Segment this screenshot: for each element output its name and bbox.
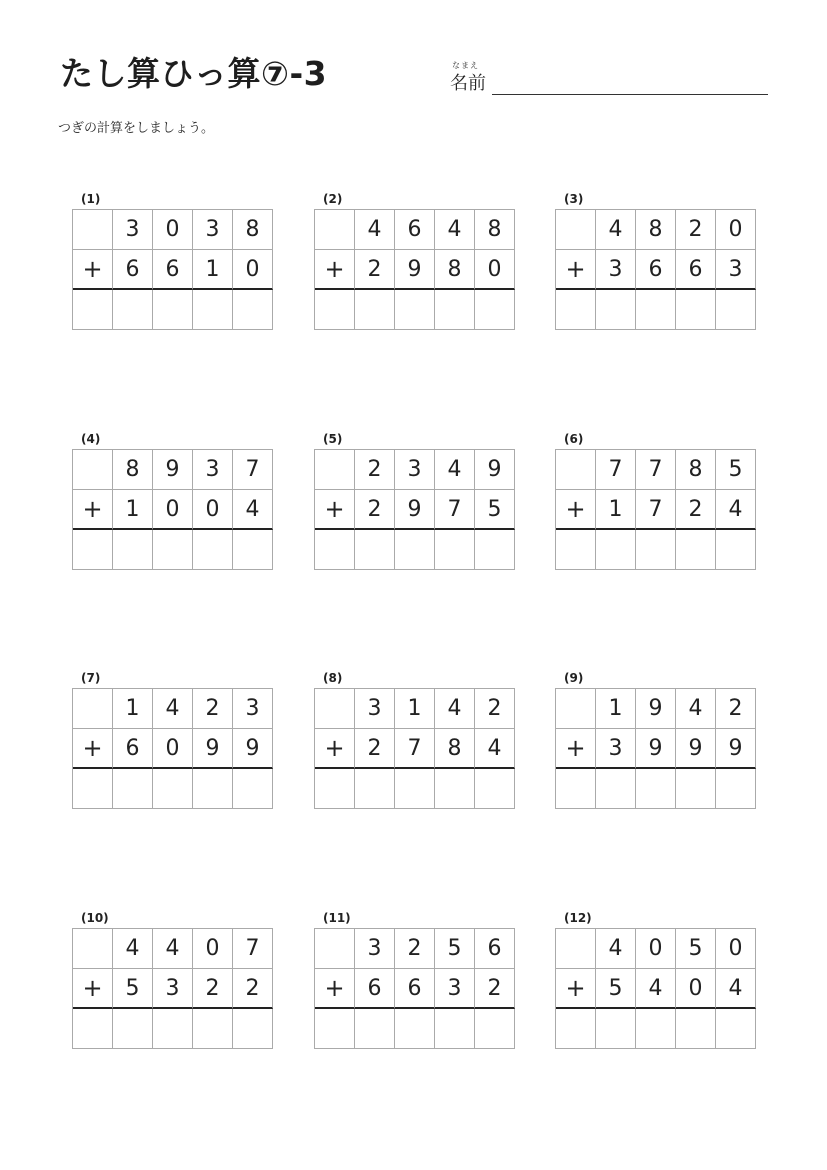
addend-bottom-digit: 1 xyxy=(596,490,636,530)
problem-number: (2) xyxy=(323,192,343,206)
addend-top-digit: 6 xyxy=(395,210,435,250)
plus-operator: + xyxy=(73,969,113,1009)
addend-top-digit: 5 xyxy=(676,929,716,969)
addend-bottom-digit: 2 xyxy=(355,490,395,530)
calculation-grid xyxy=(555,449,756,570)
addend-top-digit: 4 xyxy=(596,929,636,969)
problem-number: (10) xyxy=(81,911,109,925)
problem-12 xyxy=(555,911,756,1049)
problem-10 xyxy=(72,911,273,1049)
addend-top-digit: 3 xyxy=(193,450,233,490)
plus-operator: + xyxy=(556,250,596,290)
addend-top-digit: 2 xyxy=(676,210,716,250)
calculation-grid xyxy=(314,688,515,809)
problem-7 xyxy=(72,671,273,809)
blank-cell xyxy=(73,689,113,729)
answer-cell[interactable] xyxy=(113,769,153,809)
problem-9 xyxy=(555,671,756,809)
answer-cell[interactable] xyxy=(475,769,515,809)
answer-cell[interactable] xyxy=(676,769,716,809)
answer-cell[interactable] xyxy=(596,290,636,330)
answer-cell[interactable] xyxy=(435,290,475,330)
addend-top-digit: 4 xyxy=(435,450,475,490)
blank-cell xyxy=(556,450,596,490)
answer-cell[interactable] xyxy=(636,290,676,330)
addend-bottom-digit: 0 xyxy=(475,250,515,290)
addend-bottom-digit: 0 xyxy=(676,969,716,1009)
answer-cell[interactable] xyxy=(475,290,515,330)
addend-top-digit: 0 xyxy=(153,210,193,250)
answer-cell[interactable] xyxy=(556,769,596,809)
calculation-grid xyxy=(72,449,273,570)
instruction-text: つぎの計算をしましょう。 xyxy=(58,121,215,136)
addend-bottom-digit: 6 xyxy=(395,969,435,1009)
problem-5 xyxy=(314,432,515,570)
addend-top-digit: 2 xyxy=(395,929,435,969)
problem-6 xyxy=(555,432,756,570)
addend-top-digit: 2 xyxy=(193,689,233,729)
problem-number: (6) xyxy=(564,432,584,446)
addend-bottom-digit: 6 xyxy=(113,729,153,769)
addend-top-digit: 0 xyxy=(636,929,676,969)
answer-cell[interactable] xyxy=(395,1009,435,1049)
addend-bottom-digit: 2 xyxy=(676,490,716,530)
addend-top-digit: 2 xyxy=(475,689,515,729)
addend-bottom-digit: 9 xyxy=(395,250,435,290)
addend-top-digit: 4 xyxy=(676,689,716,729)
addend-top-digit: 4 xyxy=(355,210,395,250)
addend-bottom-digit: 0 xyxy=(193,490,233,530)
addend-top-digit: 4 xyxy=(113,929,153,969)
answer-cell[interactable] xyxy=(73,769,113,809)
blank-cell xyxy=(556,689,596,729)
addend-top-digit: 3 xyxy=(355,689,395,729)
blank-cell xyxy=(315,689,355,729)
addend-top-digit: 7 xyxy=(636,450,676,490)
calculation-grid xyxy=(314,209,515,330)
answer-cell[interactable] xyxy=(716,290,756,330)
addend-bottom-digit: 6 xyxy=(113,250,153,290)
problem-2 xyxy=(314,192,515,330)
problem-number: (3) xyxy=(564,192,584,206)
addend-top-digit: 6 xyxy=(475,929,515,969)
answer-cell[interactable] xyxy=(73,530,113,570)
plus-operator: + xyxy=(315,729,355,769)
blank-cell xyxy=(315,929,355,969)
answer-cell[interactable] xyxy=(355,530,395,570)
answer-cell[interactable] xyxy=(153,769,193,809)
addend-top-digit: 4 xyxy=(596,210,636,250)
addend-top-digit: 1 xyxy=(596,689,636,729)
addend-bottom-digit: 1 xyxy=(193,250,233,290)
addend-top-digit: 0 xyxy=(716,929,756,969)
answer-cell[interactable] xyxy=(676,1009,716,1049)
name-label: 名前 xyxy=(450,73,486,94)
addend-top-digit: 9 xyxy=(636,689,676,729)
problem-number: (11) xyxy=(323,911,351,925)
worksheet-title: たし算ひっ算⑦-3 xyxy=(60,54,328,93)
addend-top-digit: 9 xyxy=(153,450,193,490)
addend-bottom-digit: 5 xyxy=(596,969,636,1009)
addend-bottom-digit: 7 xyxy=(636,490,676,530)
addend-bottom-digit: 9 xyxy=(676,729,716,769)
problem-11 xyxy=(314,911,515,1049)
addend-top-digit: 8 xyxy=(636,210,676,250)
addend-top-digit: 7 xyxy=(233,929,273,969)
answer-cell[interactable] xyxy=(556,1009,596,1049)
answer-cell[interactable] xyxy=(193,1009,233,1049)
answer-cell[interactable] xyxy=(193,290,233,330)
addend-bottom-digit: 3 xyxy=(153,969,193,1009)
answer-cell[interactable] xyxy=(315,1009,355,1049)
plus-operator: + xyxy=(556,969,596,1009)
name-ruby: なまえ xyxy=(452,61,479,70)
answer-cell[interactable] xyxy=(315,769,355,809)
addend-top-digit: 3 xyxy=(355,929,395,969)
answer-cell[interactable] xyxy=(153,290,193,330)
plus-operator: + xyxy=(556,729,596,769)
blank-cell xyxy=(556,929,596,969)
calculation-grid xyxy=(314,449,515,570)
problem-number: (8) xyxy=(323,671,343,685)
answer-cell[interactable] xyxy=(475,530,515,570)
addend-top-digit: 5 xyxy=(716,450,756,490)
blank-cell xyxy=(556,210,596,250)
answer-cell[interactable] xyxy=(636,769,676,809)
answer-cell[interactable] xyxy=(113,290,153,330)
answer-cell[interactable] xyxy=(233,1009,273,1049)
answer-cell[interactable] xyxy=(596,769,636,809)
addend-top-digit: 2 xyxy=(355,450,395,490)
problem-number: (9) xyxy=(564,671,584,685)
addend-bottom-digit: 3 xyxy=(596,250,636,290)
addend-bottom-digit: 3 xyxy=(596,729,636,769)
answer-cell[interactable] xyxy=(113,530,153,570)
blank-cell xyxy=(73,210,113,250)
addend-bottom-digit: 7 xyxy=(435,490,475,530)
answer-cell[interactable] xyxy=(233,769,273,809)
problem-8 xyxy=(314,671,515,809)
addend-top-digit: 5 xyxy=(435,929,475,969)
addend-bottom-digit: 2 xyxy=(193,969,233,1009)
plus-operator: + xyxy=(315,969,355,1009)
addend-top-digit: 2 xyxy=(716,689,756,729)
problem-number: (5) xyxy=(323,432,343,446)
answer-cell[interactable] xyxy=(556,530,596,570)
answer-cell[interactable] xyxy=(193,530,233,570)
calculation-grid xyxy=(72,688,273,809)
answer-cell[interactable] xyxy=(716,1009,756,1049)
addend-top-digit: 3 xyxy=(395,450,435,490)
addend-top-digit: 7 xyxy=(596,450,636,490)
addend-bottom-digit: 9 xyxy=(233,729,273,769)
addend-top-digit: 8 xyxy=(233,210,273,250)
calculation-grid xyxy=(314,928,515,1049)
addend-top-digit: 4 xyxy=(153,689,193,729)
addend-bottom-digit: 6 xyxy=(355,969,395,1009)
addend-bottom-digit: 7 xyxy=(395,729,435,769)
addend-bottom-digit: 6 xyxy=(153,250,193,290)
addend-bottom-digit: 9 xyxy=(193,729,233,769)
problem-1 xyxy=(72,192,273,330)
addend-bottom-digit: 2 xyxy=(233,969,273,1009)
plus-operator: + xyxy=(73,250,113,290)
addend-top-digit: 1 xyxy=(113,689,153,729)
addend-bottom-digit: 3 xyxy=(716,250,756,290)
answer-cell[interactable] xyxy=(636,530,676,570)
answer-cell[interactable] xyxy=(716,769,756,809)
answer-cell[interactable] xyxy=(596,530,636,570)
answer-cell[interactable] xyxy=(73,290,113,330)
plus-operator: + xyxy=(73,490,113,530)
addend-top-digit: 8 xyxy=(475,210,515,250)
answer-cell[interactable] xyxy=(435,1009,475,1049)
addend-top-digit: 7 xyxy=(233,450,273,490)
answer-cell[interactable] xyxy=(676,530,716,570)
addend-bottom-digit: 5 xyxy=(475,490,515,530)
addend-bottom-digit: 4 xyxy=(716,969,756,1009)
answer-cell[interactable] xyxy=(73,1009,113,1049)
addend-top-digit: 1 xyxy=(395,689,435,729)
answer-cell[interactable] xyxy=(355,769,395,809)
addend-bottom-digit: 9 xyxy=(395,490,435,530)
answer-cell[interactable] xyxy=(636,1009,676,1049)
answer-cell[interactable] xyxy=(233,530,273,570)
addend-top-digit: 4 xyxy=(435,210,475,250)
blank-cell xyxy=(315,450,355,490)
addend-bottom-digit: 6 xyxy=(676,250,716,290)
blank-cell xyxy=(73,929,113,969)
addend-top-digit: 9 xyxy=(475,450,515,490)
name-input-line[interactable] xyxy=(492,94,768,95)
answer-cell[interactable] xyxy=(153,530,193,570)
addend-top-digit: 8 xyxy=(676,450,716,490)
addend-bottom-digit: 2 xyxy=(355,250,395,290)
addend-top-digit: 0 xyxy=(193,929,233,969)
answer-cell[interactable] xyxy=(113,1009,153,1049)
addend-bottom-digit: 3 xyxy=(435,969,475,1009)
addend-bottom-digit: 0 xyxy=(153,729,193,769)
calculation-grid xyxy=(555,688,756,809)
addend-bottom-digit: 2 xyxy=(475,969,515,1009)
addend-top-digit: 4 xyxy=(153,929,193,969)
answer-cell[interactable] xyxy=(676,290,716,330)
addend-top-digit: 3 xyxy=(233,689,273,729)
plus-operator: + xyxy=(315,490,355,530)
blank-cell xyxy=(315,210,355,250)
addend-bottom-digit: 2 xyxy=(355,729,395,769)
answer-cell[interactable] xyxy=(435,769,475,809)
answer-cell[interactable] xyxy=(355,1009,395,1049)
addend-top-digit: 4 xyxy=(435,689,475,729)
problem-4 xyxy=(72,432,273,570)
answer-cell[interactable] xyxy=(153,1009,193,1049)
answer-cell[interactable] xyxy=(395,290,435,330)
answer-cell[interactable] xyxy=(355,290,395,330)
answer-cell[interactable] xyxy=(716,530,756,570)
answer-cell[interactable] xyxy=(475,1009,515,1049)
addend-bottom-digit: 9 xyxy=(636,729,676,769)
addend-top-digit: 0 xyxy=(716,210,756,250)
addend-bottom-digit: 4 xyxy=(636,969,676,1009)
calculation-grid xyxy=(555,209,756,330)
addend-top-digit: 8 xyxy=(113,450,153,490)
addend-bottom-digit: 8 xyxy=(435,250,475,290)
answer-cell[interactable] xyxy=(395,530,435,570)
calculation-grid xyxy=(72,209,273,330)
answer-cell[interactable] xyxy=(315,530,355,570)
problem-number: (4) xyxy=(81,432,101,446)
answer-cell[interactable] xyxy=(395,769,435,809)
addend-bottom-digit: 8 xyxy=(435,729,475,769)
addend-bottom-digit: 5 xyxy=(113,969,153,1009)
plus-operator: + xyxy=(73,729,113,769)
addend-bottom-digit: 1 xyxy=(113,490,153,530)
problem-number: (12) xyxy=(564,911,592,925)
answer-cell[interactable] xyxy=(233,290,273,330)
answer-cell[interactable] xyxy=(315,290,355,330)
addend-bottom-digit: 0 xyxy=(153,490,193,530)
problem-number: (1) xyxy=(81,192,101,206)
addend-top-digit: 3 xyxy=(193,210,233,250)
addend-bottom-digit: 6 xyxy=(636,250,676,290)
addend-bottom-digit: 4 xyxy=(716,490,756,530)
addend-bottom-digit: 0 xyxy=(233,250,273,290)
calculation-grid xyxy=(555,928,756,1049)
plus-operator: + xyxy=(315,250,355,290)
blank-cell xyxy=(73,450,113,490)
problem-number: (7) xyxy=(81,671,101,685)
problem-3 xyxy=(555,192,756,330)
calculation-grid xyxy=(72,928,273,1049)
addend-bottom-digit: 4 xyxy=(475,729,515,769)
addend-bottom-digit: 9 xyxy=(716,729,756,769)
answer-cell[interactable] xyxy=(435,530,475,570)
plus-operator: + xyxy=(556,490,596,530)
answer-cell[interactable] xyxy=(193,769,233,809)
name-area xyxy=(450,60,768,98)
addend-top-digit: 3 xyxy=(113,210,153,250)
addend-bottom-digit: 4 xyxy=(233,490,273,530)
answer-cell[interactable] xyxy=(596,1009,636,1049)
answer-cell[interactable] xyxy=(556,290,596,330)
